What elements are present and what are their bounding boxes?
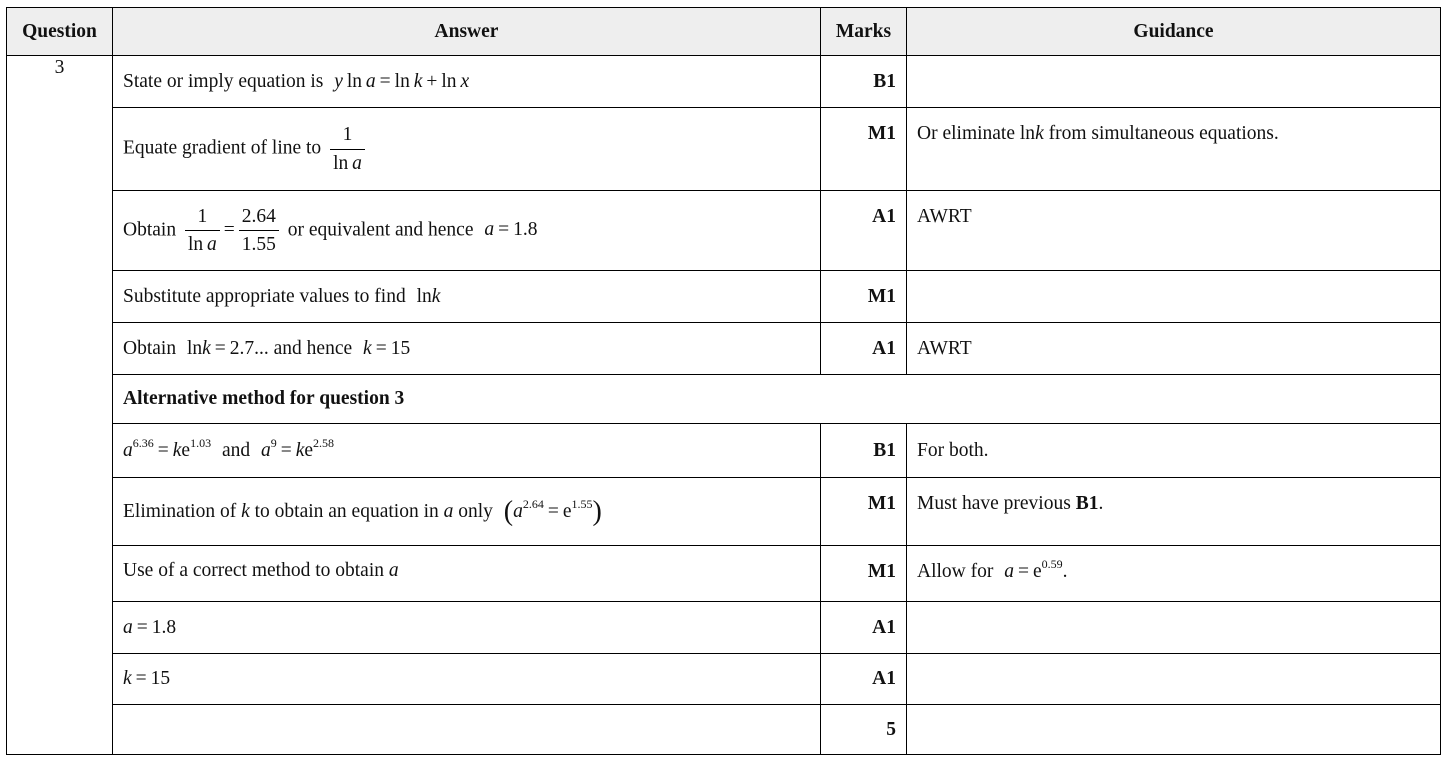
mark-cell: A1	[821, 191, 907, 271]
mark-cell: M1	[821, 108, 907, 191]
guidance-cell	[907, 602, 1441, 654]
page	[6, 7, 1441, 755]
header-question: Question	[7, 8, 113, 56]
answer-cell: Use of a correct method to obtain a	[113, 546, 821, 602]
mark-cell: B1	[821, 424, 907, 478]
answer-cell	[113, 56, 821, 108]
guidance-cell: For both.	[907, 424, 1441, 478]
table-row	[7, 323, 1441, 375]
guidance-cell-empty	[907, 705, 1441, 755]
mark-cell: A1	[821, 323, 907, 375]
total-row	[7, 705, 1441, 755]
mark-scheme-table	[6, 7, 1441, 755]
mark-cell: M1	[821, 478, 907, 546]
mark-cell: B1	[821, 56, 907, 108]
table-row	[7, 602, 1441, 654]
table-row	[7, 654, 1441, 705]
header-guidance: Guidance	[907, 8, 1441, 56]
total-marks: 5	[821, 705, 907, 755]
guidance-cell: AWRT	[907, 191, 1441, 271]
equation: y ln a = ln k + ln x	[334, 70, 470, 92]
answer-cell: a = 1.8	[113, 602, 821, 654]
table-row	[7, 56, 1441, 108]
table-row	[7, 424, 1441, 478]
guidance-cell	[907, 654, 1441, 705]
table-row	[7, 191, 1441, 271]
guidance-cell: Allow for $a = e^{0.59}$.	[907, 546, 1441, 602]
mark-cell: M1	[821, 546, 907, 602]
answer-cell-empty	[113, 705, 821, 755]
alt-heading: Alternative method for question 3	[113, 375, 1441, 424]
answer-cell: Elimination of k to obtain an equation in a only $(a^{2.64} = e^{1.55})$	[113, 478, 821, 546]
answer-text: Equate gradient of line to	[123, 137, 322, 159]
header-marks: Marks	[821, 8, 907, 56]
answer-text: State or imply equation is	[123, 70, 324, 92]
table-row	[7, 271, 1441, 323]
table-row	[7, 478, 1441, 546]
mark-cell: A1	[821, 654, 907, 705]
table-row	[7, 546, 1441, 602]
guidance-cell	[907, 271, 1441, 323]
guidance-cell: Or eliminate lnk from simultaneous equations.	[907, 108, 1441, 191]
guidance-cell	[907, 56, 1441, 108]
fraction: $\frac{2.64}{1.55}$	[239, 205, 279, 257]
answer-cell: k = 15	[113, 654, 821, 705]
mark-cell: M1	[821, 271, 907, 323]
fraction: $\frac{1}{\text{ln a}}$	[330, 123, 365, 175]
guidance-cell: Must have previous B1.	[907, 478, 1441, 546]
alt-heading-row	[7, 375, 1441, 424]
answer-cell: Substitute appropriate values to find lnk	[113, 271, 821, 323]
answer-cell: Obtain lnk = 2.7... and hence k = 15	[113, 323, 821, 375]
fraction: $\frac{1}{\text{ln a}}$	[185, 205, 220, 257]
answer-cell: Obtain $\frac{1}{\text{ln a}}$ = $\frac{2.64}{1.55}$ or equivalent and hence a = 1.8	[113, 191, 821, 271]
header-answer: Answer	[113, 8, 821, 56]
guidance-cell: AWRT	[907, 323, 1441, 375]
question-number: 3	[7, 56, 113, 755]
header-row	[7, 8, 1441, 56]
table-row	[7, 108, 1441, 191]
answer-cell: $a^{6.36} = ke^{1.03}$ and $a^9 = ke^{2.58}$	[113, 424, 821, 478]
mark-cell: A1	[821, 602, 907, 654]
answer-cell	[113, 108, 821, 191]
